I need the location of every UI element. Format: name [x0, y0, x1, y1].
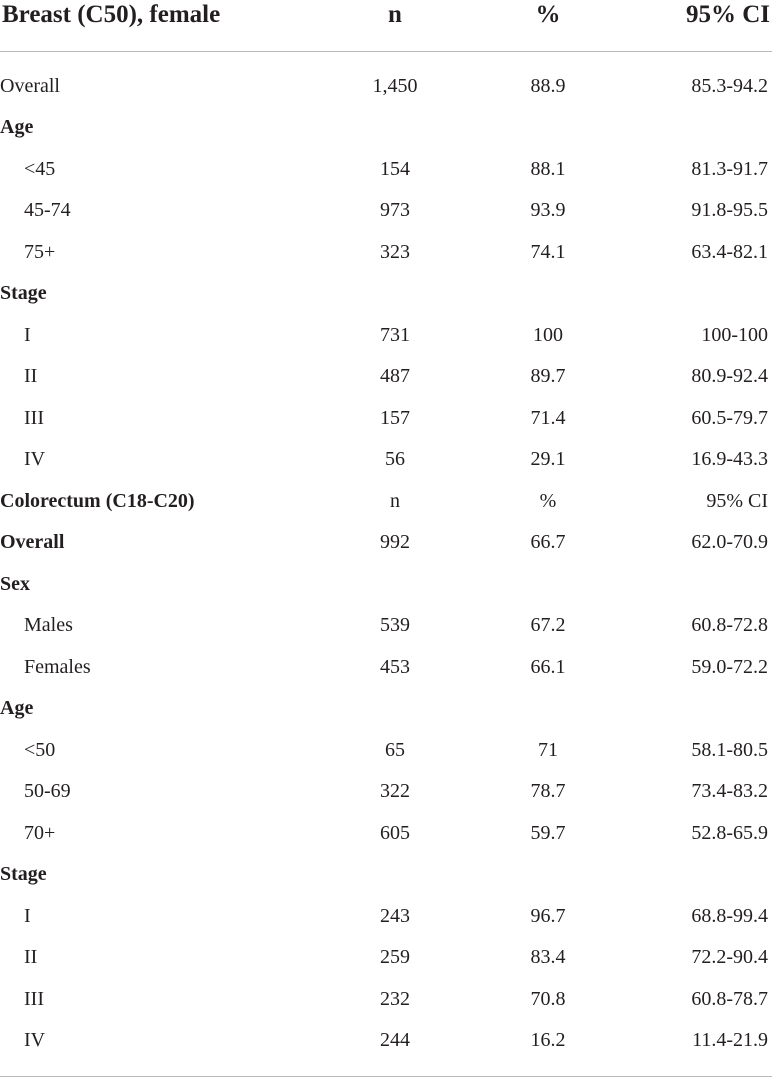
- row-ci: 16.9-43.3: [691, 448, 768, 470]
- row-ci: 60.8-78.7: [691, 988, 768, 1010]
- table-row-group-heading: [0, 564, 772, 605]
- row-label: Overall: [0, 75, 60, 97]
- row-label: Females: [24, 656, 91, 678]
- table-row-group-heading: [0, 107, 772, 148]
- row-n: 322: [380, 780, 410, 802]
- table-row: [0, 937, 772, 978]
- table-row-section-heading: [0, 481, 772, 522]
- table-row: [0, 398, 772, 439]
- row-label: IV: [24, 448, 46, 470]
- row-percent: 70.8: [530, 988, 566, 1010]
- row-ci: 81.3-91.7: [691, 158, 768, 180]
- table-row: [0, 647, 772, 688]
- row-ci: 59.0-72.2: [691, 656, 768, 678]
- table-row-group-heading: [0, 688, 772, 729]
- table-row-group-heading: [0, 273, 772, 314]
- row-percent: 83.4: [530, 946, 566, 968]
- row-label: I: [24, 324, 31, 346]
- section-heading: Colorectum (C18-C20): [0, 490, 195, 512]
- row-ci: 60.8-72.8: [691, 614, 768, 636]
- row-ci: 68.8-99.4: [691, 905, 768, 927]
- group-heading: Age: [0, 697, 34, 719]
- header-percent: %: [535, 1, 561, 28]
- row-percent: 66.1: [530, 656, 566, 678]
- row-n: 539: [380, 614, 410, 636]
- table-header-row: [0, 0, 772, 30]
- row-label: III: [24, 988, 44, 1010]
- row-percent: 71: [538, 739, 558, 761]
- row-percent: 89.7: [530, 365, 566, 387]
- row-n: 453: [380, 656, 410, 678]
- header-ci: 95% CI: [685, 1, 770, 28]
- table-row: [0, 771, 772, 812]
- group-heading: Stage: [0, 863, 47, 885]
- row-label: 50-69: [24, 780, 71, 802]
- row-label: 70+: [24, 822, 56, 844]
- group-heading: Age: [0, 116, 34, 138]
- row-ci: 73.4-83.2: [691, 780, 768, 802]
- row-percent: 88.9: [530, 75, 566, 97]
- table-row: [0, 1020, 772, 1061]
- row-label: 45-74: [24, 199, 71, 221]
- row-label: I: [24, 905, 31, 927]
- table-row: [0, 232, 772, 273]
- row-label: Males: [24, 614, 73, 636]
- row-n: 487: [380, 365, 410, 387]
- row-n: 56: [385, 448, 405, 470]
- section-n: n: [390, 490, 400, 512]
- row-label: IV: [24, 1029, 46, 1051]
- row-n: 323: [380, 241, 410, 263]
- row-percent: 74.1: [530, 241, 566, 263]
- table-row: [0, 979, 772, 1020]
- table-row: [0, 522, 772, 563]
- row-ci: 72.2-90.4: [691, 946, 768, 968]
- row-ci: 85.3-94.2: [691, 75, 768, 97]
- row-percent: 100: [533, 324, 563, 346]
- row-n: 157: [380, 407, 410, 429]
- row-n: 992: [380, 531, 410, 553]
- table-row: [0, 439, 772, 480]
- row-ci: 58.1-80.5: [691, 739, 768, 761]
- row-ci: 52.8-65.9: [691, 822, 768, 844]
- row-n: 154: [380, 158, 410, 180]
- table-row: [0, 605, 772, 646]
- row-label: <50: [24, 739, 56, 761]
- row-label: II: [24, 946, 38, 968]
- table-row: [0, 66, 772, 107]
- header-site-label: Breast (C50), female: [2, 1, 221, 28]
- row-n: 243: [380, 905, 410, 927]
- section-ci: 95% CI: [706, 490, 768, 512]
- row-label: <45: [24, 158, 56, 180]
- row-percent: 78.7: [530, 780, 566, 802]
- table-row-group-heading: [0, 854, 772, 895]
- row-n: 1,450: [372, 75, 418, 97]
- row-percent: 96.7: [530, 905, 566, 927]
- row-percent: 29.1: [530, 448, 566, 470]
- group-heading: Stage: [0, 282, 47, 304]
- row-percent: 66.7: [530, 531, 566, 553]
- table-row: [0, 813, 772, 854]
- row-ci: 80.9-92.4: [691, 365, 768, 387]
- group-heading: Sex: [0, 573, 30, 595]
- row-percent: 71.4: [530, 407, 566, 429]
- row-ci: 100-100: [701, 324, 768, 346]
- header-n: n: [388, 1, 402, 28]
- row-ci: 60.5-79.7: [691, 407, 768, 429]
- row-n: 232: [380, 988, 410, 1010]
- row-percent: 59.7: [530, 822, 566, 844]
- table-row: [0, 730, 772, 771]
- row-label: II: [24, 365, 38, 387]
- row-n: 605: [380, 822, 410, 844]
- section-percent: %: [539, 490, 557, 512]
- table-row: [0, 149, 772, 190]
- row-percent: 67.2: [530, 614, 566, 636]
- table-row: [0, 356, 772, 397]
- row-ci: 63.4-82.1: [691, 241, 768, 263]
- row-n: 973: [380, 199, 410, 221]
- row-ci: 62.0-70.9: [691, 531, 768, 553]
- row-ci: 11.4-21.9: [692, 1029, 768, 1051]
- table-row: [0, 315, 772, 356]
- table-bottom-rule: [0, 1076, 772, 1077]
- row-label: 75+: [24, 241, 56, 263]
- row-n: 244: [380, 1029, 410, 1051]
- header-divider: [0, 51, 772, 52]
- row-ci: 91.8-95.5: [691, 199, 768, 221]
- table-row: [0, 190, 772, 231]
- row-percent: 93.9: [530, 199, 566, 221]
- row-n: 259: [380, 946, 410, 968]
- row-label: Overall: [0, 531, 65, 553]
- row-percent: 16.2: [530, 1029, 566, 1051]
- row-percent: 88.1: [530, 158, 566, 180]
- row-n: 731: [380, 324, 410, 346]
- row-label: III: [24, 407, 44, 429]
- row-n: 65: [385, 739, 405, 761]
- table-row: [0, 896, 772, 937]
